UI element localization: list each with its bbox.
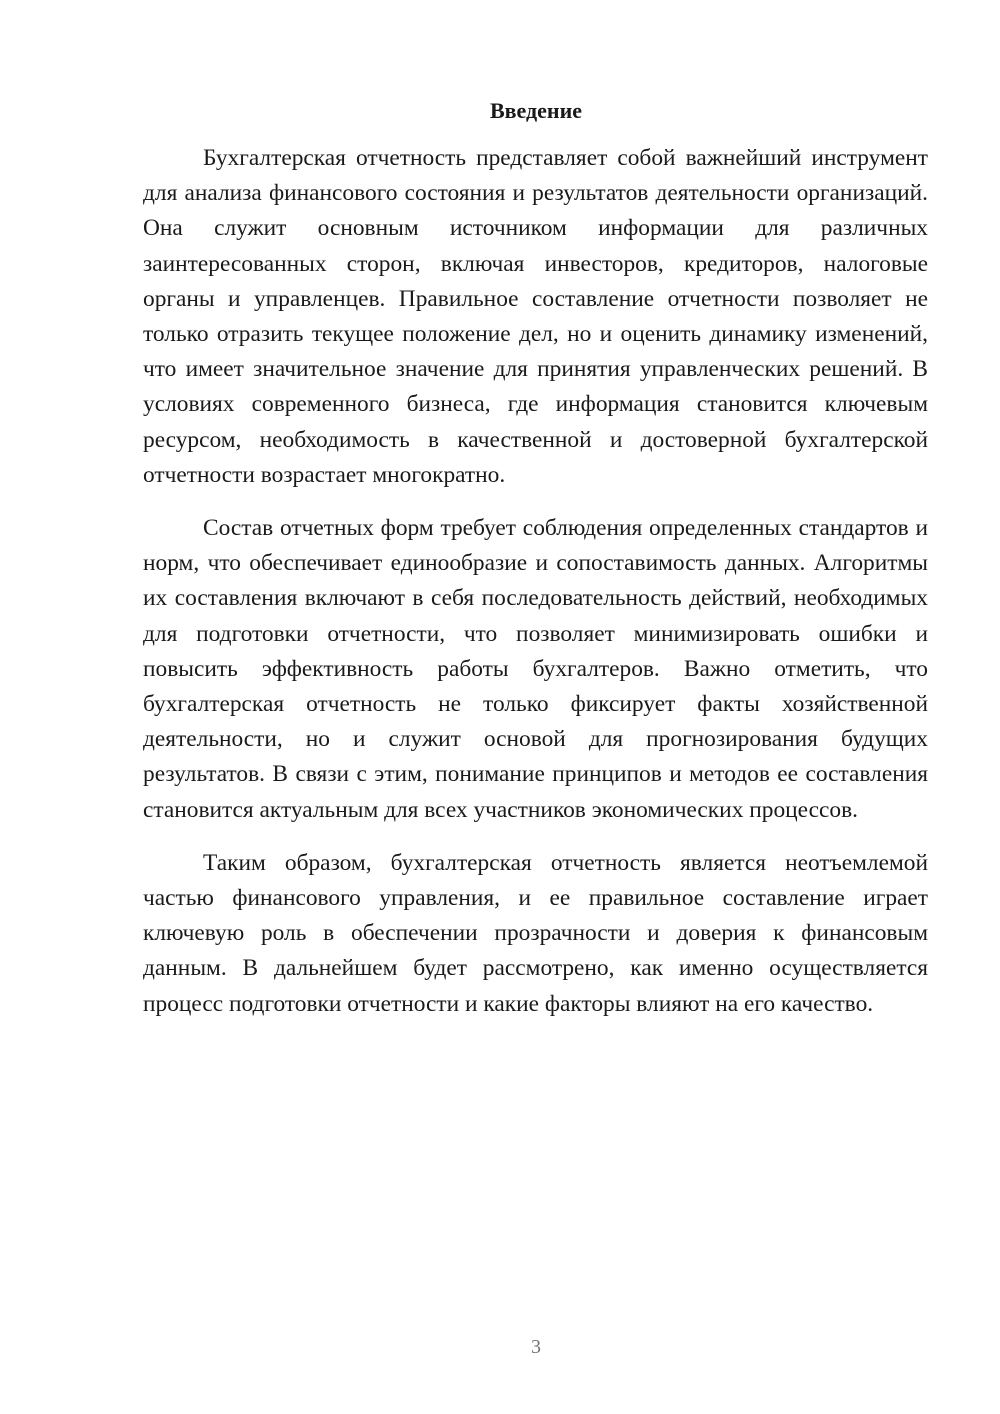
body-text (143, 141, 928, 1022)
paragraph-2: Состав отчетных форм требует соблюдения определенных стандартов и норм, что обеспечивает единообразие и сопоставимость данных. Алгоритмы их составления включают в себя последовательность действий, необходимых для подготовки отчетности, что позволяет минимизировать ошибки и повысить эффективность работы бухгалтеров. Важно отметить, что бухгалтерская отчетность не только фиксирует факты хозяйственной деятельности, но и служит основой для прогнозирования будущих результатов. В связи с этим, понимание принципов и методов ее составления становится актуальным для всех участников экономических процессов. (143, 515, 928, 823)
section-title: Введение (489, 98, 583, 123)
paragraph-1: Бухгалтерская отчетность представляет собой важнейший инструмент для анализа финансового состояния и результатов деятельности организаций. Она служит основным источником информации для различных заинтересованных сторон, включая инвесторов, кредиторов, налоговые органы и управленцев. Правильное составление отчетности позволяет не только отразить текущее положение дел, но и оценить динамику изменений, что имеет значительное значение для принятия управленческих решений. В условиях современного бизнеса, где информация становится ключевым ресурсом, необходимость в качественной и достоверной бухгалтерской отчетности возрастает многократно. (143, 145, 928, 488)
page-number: 3 (531, 1336, 541, 1358)
paragraph-3: Таким образом, бухгалтерская отчетность является неотъемлемой частью финансового управления, и ее правильное составление играет ключевую роль в обеспечении прозрачности и доверия к финансовым данным. В дальнейшем будет рассмотрено, как именно осуществляется процесс подготовки отчетности и какие факторы влияют на его качество. (143, 849, 928, 1017)
